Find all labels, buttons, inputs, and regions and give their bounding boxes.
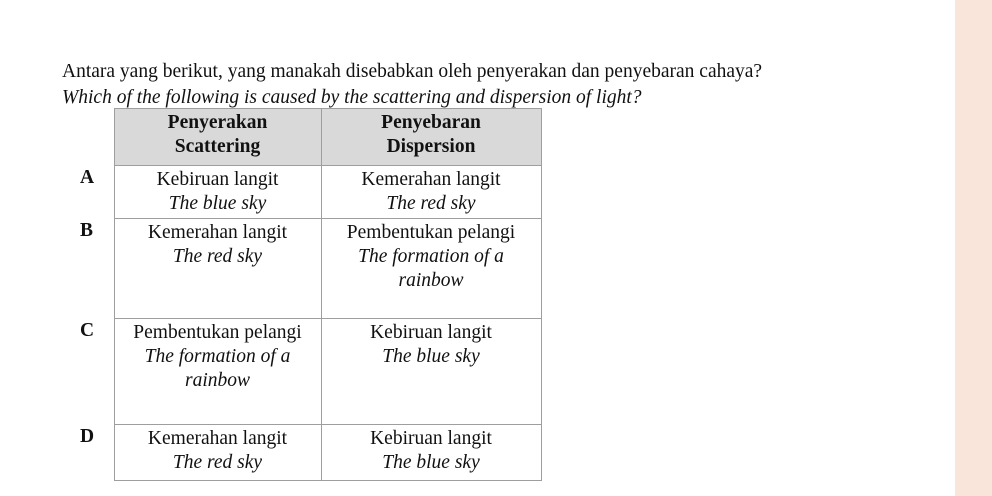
option-row-a[interactable] <box>62 166 541 219</box>
header-scattering-english: Scattering <box>174 136 261 157</box>
cell-english: The blue sky <box>382 452 480 473</box>
cell-malay: Pembentukan pelangi <box>346 222 516 243</box>
header-scattering <box>114 109 321 166</box>
option-letter: B <box>80 219 94 241</box>
cell-malay: Kemerahan langit <box>361 169 501 190</box>
option-a-scattering <box>114 166 321 219</box>
option-b-dispersion <box>321 219 541 319</box>
option-row-b[interactable] <box>62 219 541 319</box>
cell-english: The blue sky <box>168 193 267 214</box>
cell-malay: Kemerahan langit <box>147 428 288 449</box>
option-row-c[interactable] <box>62 319 541 425</box>
cell-malay: Kemerahan langit <box>147 222 288 243</box>
table-header-row <box>62 109 541 166</box>
cell-english: The red sky <box>386 193 476 214</box>
cell-malay: Kebiruan langit <box>156 169 279 190</box>
options-table <box>62 108 542 481</box>
question-text-malay: Antara yang berikut, yang manakah disebabkan oleh penyerakan dan penyebaran cahaya? <box>62 61 763 82</box>
header-dispersion-english: Dispersion <box>386 136 476 157</box>
option-b-scattering <box>114 219 321 319</box>
cell-malay: Pembentukan pelangi <box>133 322 302 343</box>
cell-english: The red sky <box>172 452 263 473</box>
option-c-scattering <box>114 319 321 425</box>
question-text-english: Which of the following is caused by the scattering and dispersion of light? <box>62 87 642 108</box>
cell-english: The red sky <box>172 246 263 267</box>
option-letter: D <box>80 425 95 447</box>
cell-malay: Kebiruan langit <box>370 428 492 449</box>
header-corner <box>62 109 114 166</box>
header-dispersion <box>321 109 541 166</box>
option-c-dispersion <box>321 319 541 425</box>
side-panel <box>955 0 992 496</box>
cell-english: The blue sky <box>382 346 480 367</box>
cell-english: The formation of a rainbow <box>358 246 504 291</box>
option-d-scattering <box>114 425 321 481</box>
option-letter: A <box>80 166 95 188</box>
option-letter: C <box>80 319 95 341</box>
option-a-dispersion <box>321 166 541 219</box>
option-d-dispersion <box>321 425 541 481</box>
header-dispersion-malay: Penyebaran <box>381 112 481 133</box>
cell-english: The formation of a rainbow <box>144 346 291 391</box>
option-row-d[interactable] <box>62 425 541 481</box>
header-scattering-malay: Penyerakan <box>167 112 268 133</box>
cell-malay: Kebiruan langit <box>370 322 492 343</box>
